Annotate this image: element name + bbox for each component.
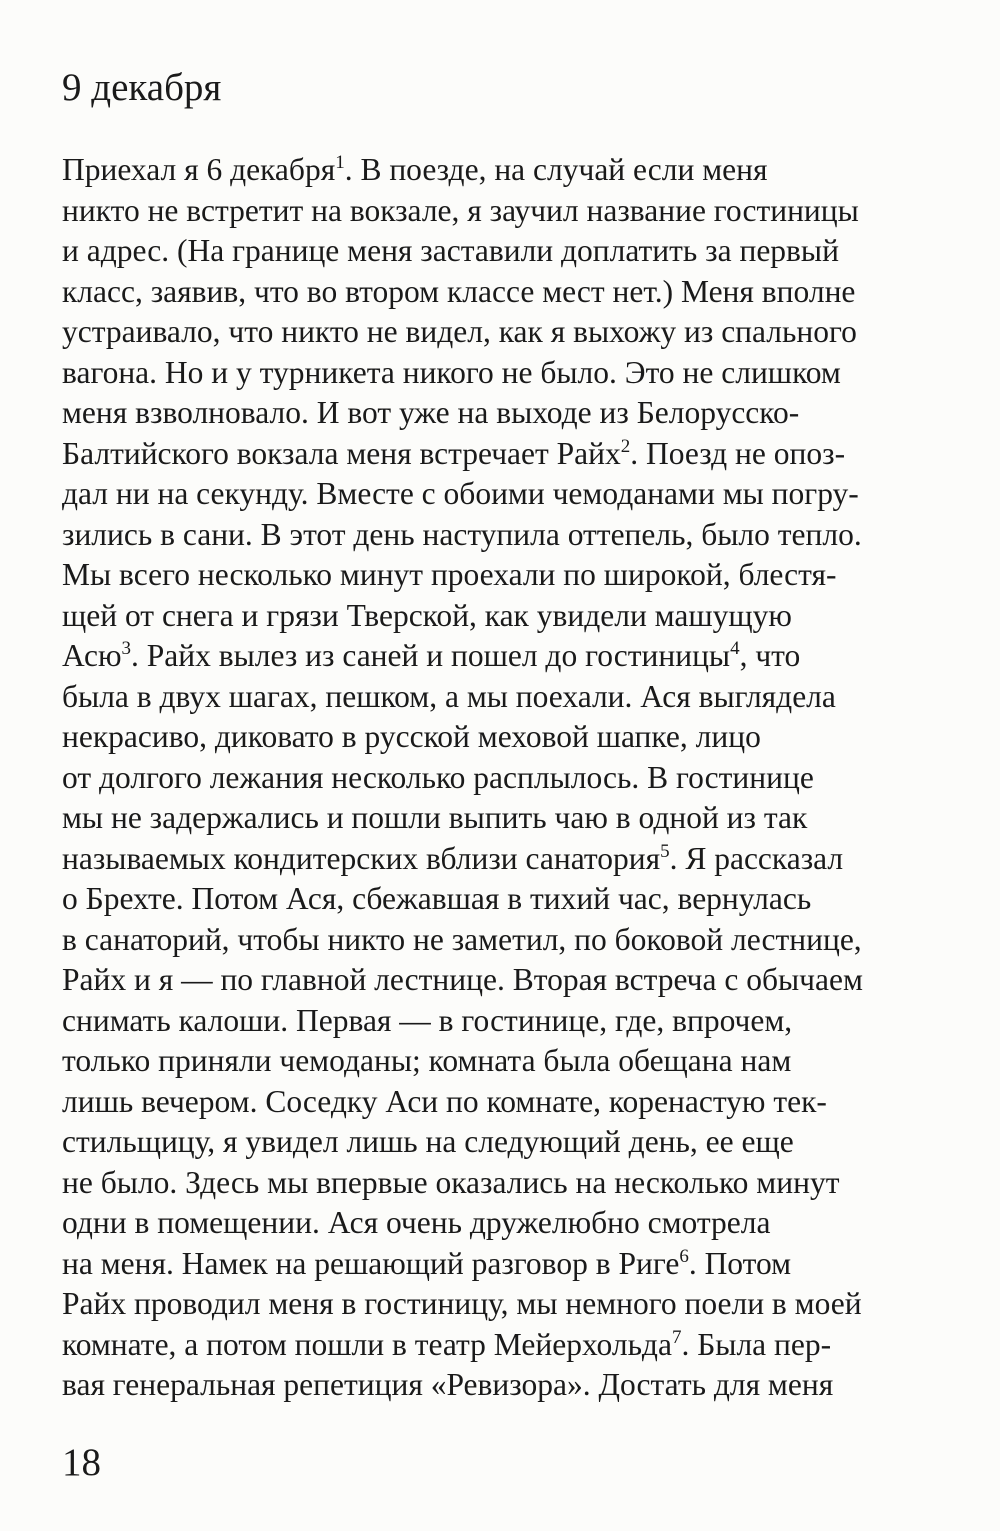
line-text: Балтийского вокзала меня встречает Райх [62,435,621,471]
line-text: . Потом [688,1245,792,1281]
footnote-marker: 6 [679,1245,689,1267]
line-text: дал ни на секунду. Вместе с обоими чемоданами мы погру- [62,476,859,511]
footnote-marker: 3 [121,638,131,659]
line-text: . Была пер- [681,1326,832,1362]
line-text: Мы всего несколько минут проехали по широкой, блестя- [62,557,837,592]
line-text: была в двух шагах, пешком, а мы поехали. Ася выглядела [62,678,836,714]
text-line [62,1001,962,1042]
text-line [62,555,962,596]
page-number: 18 [62,1441,101,1484]
line-text: класс, заявив, что во втором классе мест нет.) Меня вполне [62,273,856,309]
text-line [62,920,962,961]
text-line [62,434,962,475]
line-text: и адрес. (На границе меня заставили доплатить за первый [62,233,839,268]
text-line [62,758,962,799]
line-text: не было. Здесь мы впервые оказались на несколько минут [62,1164,840,1200]
text-line [62,596,962,637]
text-line [62,1041,962,1082]
line-text: в санаторий, чтобы никто не заметил, по боковой лестнице, [62,921,862,957]
line-text: стильщицу, я увидел лишь на следующий день, ее еще [62,1124,794,1159]
text-line [62,474,962,515]
footnote-marker: 7 [671,1326,682,1348]
line-text: на меня. Намек на решающий разговор в Риге [62,1245,680,1281]
line-text: щей от снега и грязи Тверской, как увидели машущую [62,597,792,633]
line-text: некрасиво, диковато в русской меховой шапке, лицо [62,719,761,754]
footnote-marker: 1 [335,152,345,173]
line-text: от долгого лежания несколько расплылось. В гостинице [62,759,814,795]
text-line [62,1284,962,1325]
line-text: Райх проводил меня в гостиницу, мы немного поели в моей [62,1286,862,1321]
text-line [62,1163,962,1204]
text-line [62,717,962,758]
line-text: . В поезде, на случай если меня [344,152,768,187]
text-line [62,191,962,232]
line-text: снимать калоши. Первая — в гостинице, где, впрочем, [62,1002,793,1038]
page-heading: 9 декабря [62,66,222,109]
line-text: . Поезд не опоз- [630,435,846,471]
footnote-marker: 2 [620,435,631,457]
line-text: комнате, а потом пошли в театр Мейерхольда [62,1326,672,1362]
text-line [62,272,962,313]
text-line [62,1122,962,1163]
text-line [62,1082,962,1123]
footnote-marker: 5 [660,840,670,862]
text-line [62,393,962,434]
line-text: мы не задержались и пошли выпить чаю в одной из так [62,800,808,835]
line-text: вагона. Но и у турникета никого не было. Это не слишком [62,354,841,390]
body-text [62,150,962,1406]
line-text: меня взволновало. И вот уже на выходе из Белорусско- [62,395,800,430]
text-line [62,231,962,272]
line-text: лишь вечером. Соседку Аси по комнате, коренастую тек- [62,1083,827,1119]
text-line [62,515,962,556]
line-text: называемых кондитерских вблизи санатория [62,840,661,876]
text-line [62,960,962,1001]
text-line [62,1244,962,1285]
line-text: Райх и я — по главной лестнице. Вторая встреча с обычаем [62,962,863,997]
text-line [62,150,962,191]
line-text: устраивало, что никто не видел, как я выхожу из спального [62,314,857,349]
line-text: . Я рассказал [669,840,844,876]
footnote-marker: 4 [730,638,740,659]
text-line [62,636,962,677]
text-line [62,1203,962,1244]
line-text: . Райх вылез из саней и пошел до гостиницы [130,638,731,673]
text-line [62,879,962,920]
line-text: Приехал я 6 декабря [62,152,336,187]
line-text: , что [739,638,801,673]
line-text: одни в помещении. Ася очень дружелюбно смотрела [62,1205,771,1240]
text-line [62,839,962,880]
text-line [62,677,962,718]
text-line [62,353,962,394]
text-line [62,1365,962,1406]
text-line [62,1325,962,1366]
text-line [62,312,962,353]
line-text: зились в сани. В этот день наступила оттепель, было тепло. [62,516,862,552]
line-text: Асю [62,638,122,673]
line-text: только приняли чемоданы; комната была обещана нам [62,1043,792,1078]
text-line [62,798,962,839]
line-text: никто не встретит на вокзале, я заучил название гостиницы [62,192,859,228]
line-text: вая генеральная репетиция «Ревизора». Достать для меня [62,1367,834,1402]
line-text: о Брехте. Потом Ася, сбежавшая в тихий час, вернулась [62,881,812,916]
